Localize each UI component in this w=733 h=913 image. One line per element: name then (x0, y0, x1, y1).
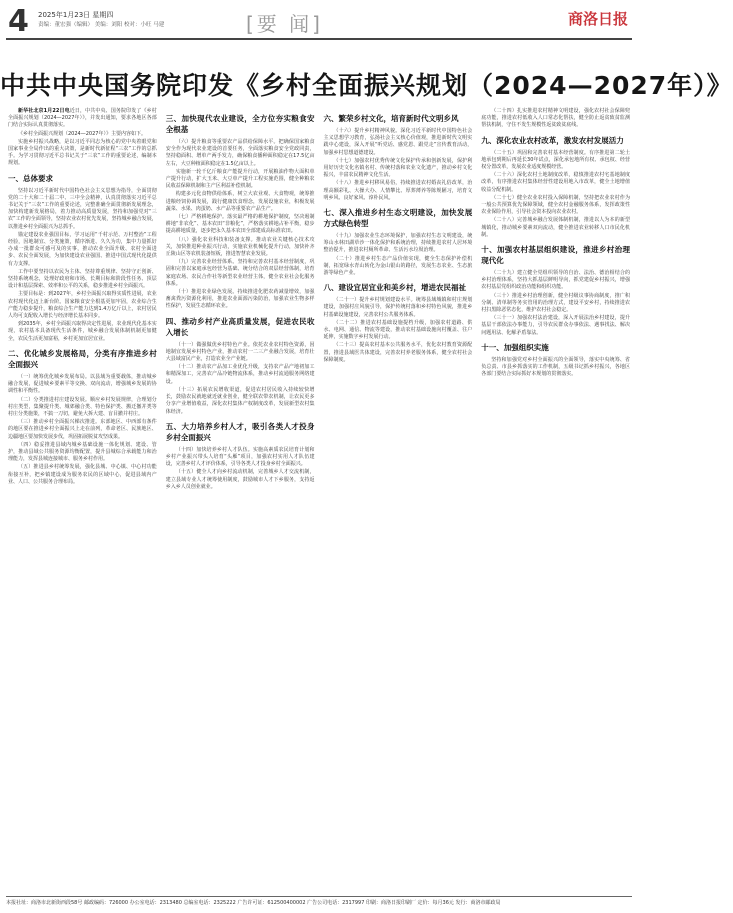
body-paragraph: （十八）推进乡村移风易俗，持续推进农村婚丧礼俗改革，治理高额彩礼、大操大办、人情攀比、厚葬薄养等陈规陋习，培育文明乡风、良好家风、淳朴民风。 (323, 180, 473, 201)
body-paragraph: （十一）做强做优乡村特色产业。依托农业农村特色资源，因地制宜发展乡村特色产业，推动农村一二三产业融合发展，培育壮大县域富民产业，打造农业全产业链。 (165, 341, 315, 363)
body-paragraph: （三十）推进乡村治理创新，健全村级议事协商制度，推广积分制、清单制等务实管用的治理方式，建设平安乡村，持续推进农村扫黑除恶常态化，维护农村社会稳定。 (481, 292, 630, 314)
body-paragraph: （二十）推进乡村生态产品价值实现，健全生态保护补偿机制，拓宽绿水青山转化为金山银山的路径，发展生态农业、生态旅游等绿色产业。 (323, 255, 473, 277)
body-paragraph: （二十一）提升乡村规划建设水平。统筹县域城镇和村庄规划建设，加强村庄风貌引导，保护传统村落和乡村特色风貌，推进乡村基础设施建设，完善农村公共服务体系。 (323, 297, 473, 318)
body-paragraph: （十七）加强农村优秀传统文化保护传承和创新发展，保护利用好历史文化名镇名村、传统村落和农业文化遗产，推动乡村文化振兴，丰富农民精神文化生活。 (323, 157, 473, 179)
body-paragraph: （六）提升粮食等重要农产品供给保障水平。把确保国家粮食安全作为现代农业建设的首要任务，全面落实粮食安全党政同责，坚持稳面积、增单产两手发力，确保粮食播种面积稳定在17.5亿亩左右，大豆种植面积稳定在1.5亿亩以上。 (165, 139, 315, 167)
article-body (8, 108, 630, 888)
footer-imprint: 本报社址：商洛市北新街西段58号 邮政编码：726000 办公室电话：2313480 总编室电话：2325222 广告许可证：612500400002 广告公司电话：2317997 印刷：商洛日报印刷厂 定价：每月36元 发行：商洛市邮政局 (6, 900, 501, 906)
body-paragraph: （十三）拓展农民增收渠道，促进农村居民收入持续较快增长，鼓励农民就地就近就业创业，健全联农带农机制，让农民更多分享产业增值收益，深化农村集体产权制度改革，发展新型农村集体经济。 (165, 386, 315, 415)
issue-date: 2025年1月23日 星期四 (38, 11, 114, 19)
footer-divider (6, 896, 632, 897)
newspaper-logo: 商洛日报 (567, 10, 628, 28)
section-heading: 二、优化城乡发展格局，分类有序推进乡村全面振兴 (8, 348, 157, 369)
body-paragraph: （十）推进农业绿色发展。持续推进化肥农药减量增效，加强畜禽粪污资源化利用，推进农业面源污染防治，加强农业生物多样性保护，发展生态循环农业。 (165, 289, 315, 310)
body-paragraph: （七）严格耕地保护。落实最严格的耕地保护制度，坚决遏制耕地“非农化”、基本农田“非粮化”，严格落实耕地占补平衡，稳步提高耕地质量，逐步把永久基本农田全部建成高标准农田。 (165, 214, 315, 235)
body-paragraph: 工作中要坚持以农民为主体、坚持尊重规律、坚持守正创新、坚持系统观念，处理好政府和市场、长期目标和阶段性任务、顶层设计和基层探索、效率和公平的关系，稳步推进乡村全面振兴。 (8, 268, 157, 290)
body-paragraph: （三十一）加强农村法治建设，深入开展法治乡村建设，提升基层干部依法办事能力，引导农民群众办事依法、遇事找法、解决问题用法、化解矛盾靠法。 (481, 315, 630, 336)
body-paragraph: （二十五）巩固和完善农村基本经营制度。有序推进第二轮土地承包到期后再延长30年试点，深化承包地所有权、承包权、经营权分置改革，发展农业适度规模经营。 (481, 149, 630, 171)
body-paragraph: （十二）推动农产品加工业优化升级，支持农产品产地初加工和精深加工，完善农产品冷链物流体系，推动乡村流通服务网络建设。 (165, 364, 315, 385)
body-paragraph: 坚持以习近平新时代中国特色社会主义思想为指导，全面贯彻党的二十大和二十届二中、三中全会精神，认真贯彻落实习近平总书记关于“三农”工作的重要论述，完整准确全面贯彻新发展理念，加快构建新发展格局，着力推动高质量发展，坚持和加强党对“三农”工作的全面领导，坚持农业农村优先发展，坚持城乡融合发展，以推进乡村全面振兴为总抓手。 (8, 187, 157, 230)
article-column-1 (8, 108, 157, 888)
article-column-3 (324, 108, 473, 888)
body-paragraph: （二十二）推进农村基础设施提档升级，加强农村道路、供水、电网、通信、物流等建设，推动农村基础设施向村覆盖、往户延伸，实施数字乡村发展行动。 (323, 319, 473, 341)
body-paragraph: （九）完善农业经营体系。坚持和完善农村基本经营制度，巩固和完善以家庭承包经营为基础、统分结合的双层经营体制，培育家庭农场、农民合作社等新型农业经营主体，健全农业社会化服务体系。 (165, 259, 315, 287)
body-paragraph: （十六）提升乡村精神风貌。深化习近平新时代中国特色社会主义思想学习教育，弘扬社会主义核心价值观，推进新时代文明实践中心建设，深入开展“听党话、感党恩、跟党走”宣传教育活动，加强乡村思想道德建设。 (323, 128, 473, 156)
body-paragraph: （十九）加强农业生态环境保护，加强农村生态文明建设，统筹山水林田湖草沙一体化保护和系统治理，持续推进农村人居环境整治提升，推进农村厕所革命、生活污水垃圾治理。 (323, 233, 473, 254)
body-paragraph: （十五）健全人才向乡村流动机制，完善城乡人才交流机制，建立县域专业人才统筹使用制度，鼓励城市人才下乡服务，支持返乡入乡人员创业就业。 (165, 469, 315, 490)
body-paragraph: 实施乡村振兴战略，是以习近平同志为核心的党中央着眼党和国家事业全局作出的重大决策，是新时代新征程“三农”工作的总抓手。为学习贯彻习近平总书记关于“三农”工作的重要论述，编制本规划。 (8, 138, 157, 167)
body-paragraph: （二十六）深化农村土地制度改革，稳慎推进农村宅基地制度改革，有序推进农村集体经营性建设用地入市改革，健全土地增值收益分配机制。 (481, 172, 630, 193)
body-paragraph: （二）分类推进村庄建设发展。顺应乡村发展规律，合理划分村庄类型，集聚提升类、城郊融合类、特色保护类、搬迁撤并类等村庄分类施策，不搞一刀切，避免大拆大建、盲目撤并村庄。 (8, 396, 157, 417)
article-column-2 (166, 108, 315, 888)
masthead (0, 0, 638, 44)
section-heading: 九、深化农业农村改革，激发农村发展活力 (481, 135, 624, 145)
body-paragraph: （一）统筹优化城乡发展布局。以县域为重要载体，推动城乡融合发展，促进城乡要素平等交换、双向流动，增强城乡发展的协调性和平衡性。 (8, 373, 157, 395)
masthead-divider (6, 38, 632, 40)
body-paragraph: （二十八）完善城乡融合发展体制机制，推进以人为本的新型城镇化，推动城乡要素双向流动，健全推进农业转移人口市民化机制。 (481, 217, 630, 238)
body-paragraph: （二十四）扎实推进农村精神文明建设，强化农村社会保障兜底功能，推进农村低收入人口常态化帮扶，健全防止返贫致贫监测帮扶机制，守住不发生规模性返贫致贫底线。 (481, 108, 630, 129)
section-title: [要 闻] (246, 12, 323, 36)
body-paragraph: 《乡村全面振兴规划（2024—2027年）》主要内容如下。 (18, 130, 146, 137)
body-paragraph: 实施新一轮千亿斤粮食产能提升行动，开展粮油作物大面积单产提升行动，扩大玉米、大豆单产提升工程实施范围，健全种粮农民收益保障机制和主产区利益补偿机制。 (165, 168, 315, 190)
body-paragraph: （三）推动乡村全面振兴梯次推进。东部地区、中西部有条件的地区要在推进乡村全面振兴上走在前列，革命老区、民族地区、边疆地区要加快发展步伐，巩固拓展脱贫攻坚成果。 (8, 419, 157, 440)
section-heading: 一、总体要求 (8, 173, 53, 183)
section-heading: 八、建设宜居宜业和美乡村，增进农民福祉 (323, 283, 466, 293)
body-paragraph: （八）强化农业科技和装备支撑。推动农业关键核心技术攻关，加快推进种业振兴行动，实施农业机械化提升行动，加快补齐丘陵山区等农机装备短板，推进智慧农业发展。 (165, 236, 315, 258)
body-paragraph: （十四）加快培养乡村人才队伍。实施高素质农民培育计划和乡村产业振兴带头人培育“头雁”项目，加强农村实用人才队伍建设，完善乡村人才评价体系，引导各类人才投身乡村全面振兴。 (165, 446, 315, 468)
article-column-4 (481, 108, 630, 888)
section-heading: 七、深入推进乡村生态文明建设，加快发展方式绿色转型 (323, 208, 473, 229)
body-paragraph: 坚持和加强党对乡村全面振兴的全面领导，落实中央统筹、省负总责、市县乡抓落实的工作机制，五级书记抓乡村振兴，各地区各部门要结合实际抓好本规划的贯彻落实。 (481, 356, 630, 378)
page-number: 4 (8, 4, 29, 39)
editor-credits: 责编：董宏强（编辑） 美编：刘阳 校对：小旺 马建 (38, 22, 165, 28)
body-paragraph: 构建多元化食物供给体系，树立大农业观、大食物观，统筹推进粮经饲协调发展，践行健康饮食理念，发展设施农业，积极发展蔬菜、水果、肉蛋奶、水产品等重要农产品生产。 (165, 191, 315, 212)
section-heading: 六、繁荣乡村文化，培育新时代文明乡风 (323, 114, 459, 123)
body-paragraph: （四）稳妥推进县域内城乡基础设施一体化规划、建设、管护，推动县域公共服务资源均衡配置，提升县城综合承载能力和治理能力，发挥县城连接城市、服务乡村作用。 (8, 441, 157, 463)
body-paragraph: 锚定建设农业强国目标，学习运用“千村示范、万村整治”工程经验，因地制宜、分类施策，循序渐进、久久为功，集中力量抓好办成一批群众可感可及的实事，推动农业全面升级、农村全面进步、农民全面发展，为加快建设农业强国、推进中国式现代化提供有力支撑。 (8, 231, 157, 267)
section-heading: 十一、加强组织实施 (481, 342, 549, 352)
lead-paragraph (8, 108, 157, 130)
body-paragraph: （五）推进县乡村统筹发展，强化县城、中心镇、中心村功能衔接互补，把乡镇建设成为服务农民的区域中心，促进县域内产业、人口、公共服务合理布局。 (8, 464, 157, 485)
dateline: 新华社北京1月22日电 (18, 108, 70, 114)
body-paragraph: 到2035年，乡村全面振兴取得决定性进展，农业现代化基本实现，农村基本具备现代生活条件，城乡融合发展体制机制更加健全，农民生活更加富裕，乡村更加宜居宜业。 (8, 321, 157, 342)
main-headline: 中共中央国务院印发《乡村全面振兴规划（2024—2027年）》 (0, 71, 733, 100)
body-paragraph: （二十九）建立健全党组织领导的自治、法治、德治相结合的乡村治理体系，坚持大抓基层鲜明导向，抓党建促乡村振兴，增强农村基层党组织政治功能和组织功能。 (481, 270, 630, 291)
section-heading: 三、加快现代农业建设，全方位夯实粮食安全根基 (165, 114, 315, 134)
body-paragraph: 主要目标是：到2027年，乡村全面振兴取得实质性进展，农业农村现代化迈上新台阶。国家粮食安全根基更加牢固，农业综合生产能力稳步提升，粮食综合生产能力达到1.4万亿斤以上，农村居民人均可支配收入增长与经济增长基本同步。 (8, 291, 157, 320)
body-paragraph: （二十三）提高农村基本公共服务水平，优化农村教育资源配置，推进县域医共体建设，完善农村养老服务体系，健全农村社会保障制度。 (323, 342, 473, 363)
section-heading: 四、推动乡村产业高质量发展，促进农民收入增长 (165, 316, 315, 337)
body-paragraph: （二十七）健全农业农村投入保障机制，坚持把农业农村作为一般公共预算优先保障领域，健全农村金融服务体系，发挥政策性农业保险作用，引导社会资本投向农业农村。 (481, 194, 630, 216)
section-heading: 十、加强农村基层组织建设，推进乡村治理现代化 (481, 245, 630, 266)
section-heading: 五、大力培养乡村人才，吸引各类人才投身乡村全面振兴 (165, 421, 315, 442)
lead-text: 近日，中共中央、国务院印发了《乡村全面振兴规划（2024—2027年）》，并发出通知，要求各地区各部门结合实际认真贯彻落实。 (8, 108, 157, 129)
